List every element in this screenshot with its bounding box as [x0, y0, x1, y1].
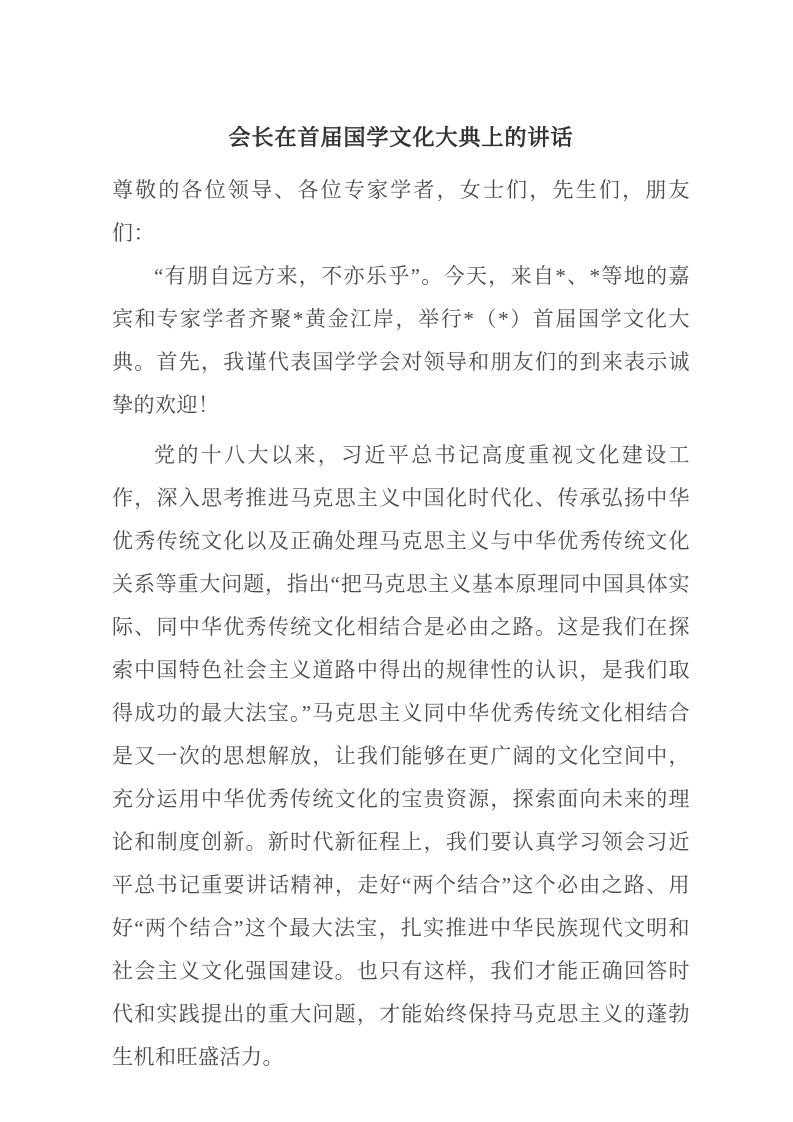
salutation-paragraph: 尊敬的各位领导、各位专家学者，女士们，先生们，朋友们：: [112, 178, 690, 245]
opening-paragraph: “有朋自远方来，不亦乐乎”。今天，来自*、*等地的嘉宾和专家学者齐聚*黄金江岸，举行*（*）首届国学文化大典。首先，我谨代表国学学会对领导和朋友们的到来表示诚挚的欢迎！: [112, 264, 690, 417]
body-paragraph: 党的十八大以来，习近平总书记高度重视文化建设工作，深入思考推进马克思主义中国化时代化、传承弘扬中华优秀传统文化以及正确处理马克思主义与中华优秀传统文化关系等重大问题，指出“把马克思主义基本原理同中国具体实际、同中华优秀传统文化相结合是必由之路。这是我们在探索中国特色社会主义道路中得出的规律性的认识，是我们取得成功的最大法宝。”马克思主义同中华优秀传统文化相结合是又一次的思想解放，让我们能够在更广阔的文化空间中，充分运用中华优秀传统文化的宝贵资源，探索面向未来的理论和制度创新。新时代新征程上，我们要认真学习领会习近平总书记重要讲话精神，走好“两个结合”这个必由之路、用好“两个结合”这个最大法宝，扎实推进中华民族现代文明和社会主义文化强国建设。也只有这样，我们才能正确回答时代和实践提出的重大问题，才能始终保持马克思主义的蓬勃生机和旺盛活力。: [112, 443, 690, 1069]
document-title: 会长在首届国学文化大典上的讲话: [228, 125, 574, 150]
